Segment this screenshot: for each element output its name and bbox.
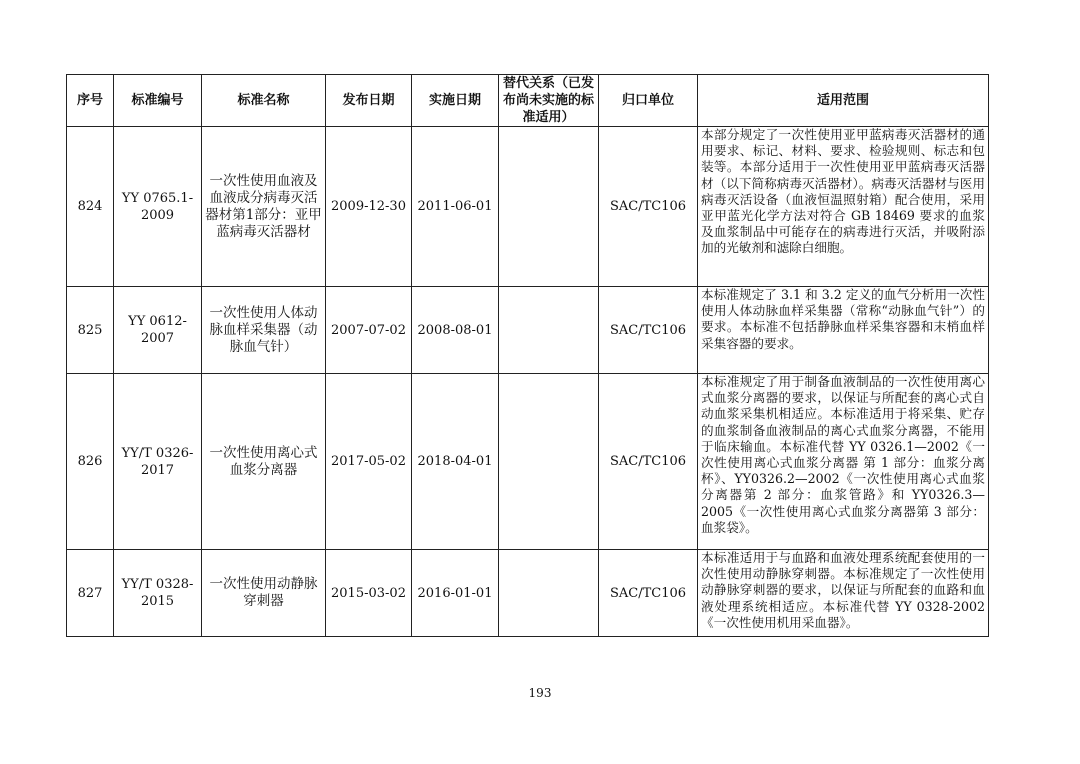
- cell-name: 一次性使用血液及血液成分病毒灭活器材第1部分：亚甲蓝病毒灭活器材: [202, 127, 326, 287]
- cell-unit: SAC/TC106: [599, 127, 698, 287]
- cell-code: YY/T 0326-2017: [114, 374, 202, 550]
- cell-issue-date: 2017-05-02: [326, 374, 412, 550]
- cell-replacement: [499, 374, 599, 550]
- cell-replacement: [499, 550, 599, 637]
- table-row: [67, 127, 989, 287]
- cell-unit: SAC/TC106: [599, 550, 698, 637]
- cell-impl-date: 2008-08-01: [412, 287, 499, 374]
- cell-replacement: [499, 127, 599, 287]
- cell-no: 824: [67, 127, 114, 287]
- cell-name: 一次性使用人体动脉血样采集器（动脉血气针）: [202, 287, 326, 374]
- cell-no: 827: [67, 550, 114, 637]
- cell-name: 一次性使用动静脉穿刺器: [202, 550, 326, 637]
- cell-scope: 本部分规定了一次性使用亚甲蓝病毒灭活器材的通用要求、标记、材料、要求、检验规则、标志和包装等。本部分适用于一次性使用亚甲蓝病毒灭活器材（以下简称病毒灭活器材）。病毒灭活器材与医用病毒灭活设备（血液恒温照射箱）配合使用，采用亚甲蓝光化学方法对符合 GB 18469 要求的血浆及血浆制品中可能存在的病毒进行灭活，并吸附添加的光敏剂和滤除白细胞。: [698, 127, 989, 287]
- page-number: 193: [528, 686, 552, 700]
- cell-issue-date: 2009-12-30: [326, 127, 412, 287]
- cell-name: 一次性使用离心式血浆分离器: [202, 374, 326, 550]
- cell-scope: 本标准规定了 3.1 和 3.2 定义的血气分析用一次性使用人体动脉血样采集器（常称“动脉血气针”）的要求。本标准不包括静脉血样采集容器和末梢血样采集容器的要求。: [698, 287, 989, 374]
- cell-code: YY 0612-2007: [114, 287, 202, 374]
- header-seq: 序号: [67, 75, 114, 127]
- cell-unit: SAC/TC106: [599, 374, 698, 550]
- cell-issue-date: 2015-03-02: [326, 550, 412, 637]
- cell-no: 825: [67, 287, 114, 374]
- header-replacement: 替代关系（已发布尚未实施的标准适用）: [499, 75, 599, 127]
- cell-scope: 本标准适用于与血路和血液处理系统配套使用的一次性使用动静脉穿刺器。本标准规定了一次性使用动静脉穿刺器的要求，以保证与所配套的血路和血液处理系统相适应。本标准代替 YY 0328-2002《一次性使用机用采血器》。: [698, 550, 989, 637]
- table-row: [67, 287, 989, 374]
- cell-code: YY 0765.1-2009: [114, 127, 202, 287]
- table-header-row: [67, 75, 989, 127]
- table-row: [67, 374, 989, 550]
- cell-no: 826: [67, 374, 114, 550]
- cell-scope: 本标准规定了用于制备血液制品的一次性使用离心式血浆分离器的要求，以保证与所配套的离心式自动血浆采集机相适应。本标准适用于将采集、贮存的血浆制备血液制品的离心式血浆分离器，不能用于临床输血。本标准代替 YY 0326.1—2002《一次性使用离心式血浆分离器 第 1 部分：血浆分离杯》、YY0326.2—2002《一次性使用离心式血浆分离器第 2 部分：血浆管路》和 YY0326.3—2005《一次性使用离心式血浆分离器第 3 部分：血浆袋》。: [698, 374, 989, 550]
- standards-table: [66, 74, 989, 637]
- header-impl-date: 实施日期: [412, 75, 499, 127]
- cell-unit: SAC/TC106: [599, 287, 698, 374]
- table-row: [67, 550, 989, 637]
- header-scope: 适用范围: [698, 75, 989, 127]
- cell-code: YY/T 0328-2015: [114, 550, 202, 637]
- cell-issue-date: 2007-07-02: [326, 287, 412, 374]
- header-issue-date: 发布日期: [326, 75, 412, 127]
- header-name: 标准名称: [202, 75, 326, 127]
- cell-impl-date: 2011-06-01: [412, 127, 499, 287]
- cell-impl-date: 2018-04-01: [412, 374, 499, 550]
- cell-impl-date: 2016-01-01: [412, 550, 499, 637]
- cell-replacement: [499, 287, 599, 374]
- header-unit: 归口单位: [599, 75, 698, 127]
- header-code: 标准编号: [114, 75, 202, 127]
